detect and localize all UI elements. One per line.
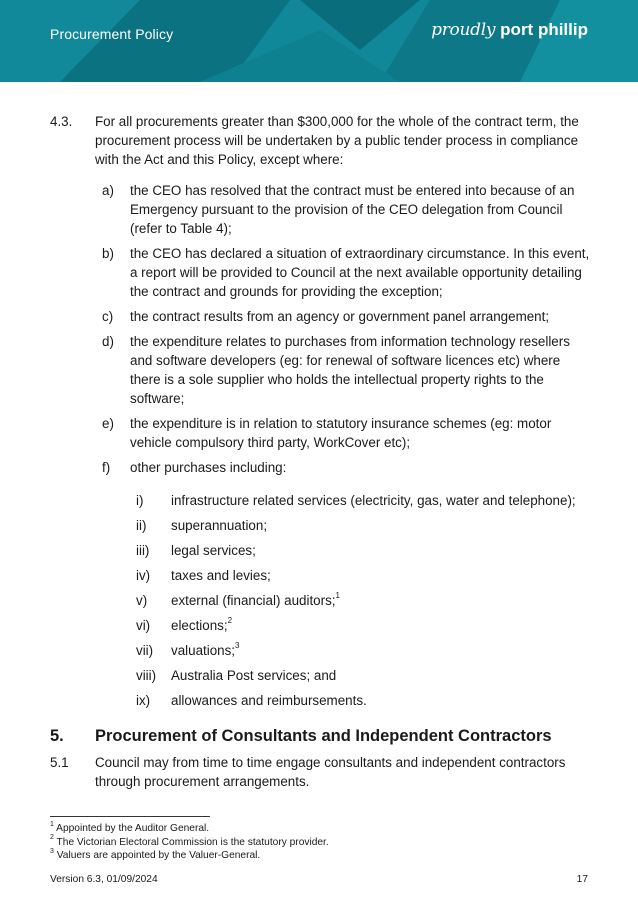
sub-list-item-text: external (financial) auditors; — [171, 593, 336, 608]
list-item — [0, 181, 638, 238]
sub-list-item — [0, 566, 638, 591]
page-footer — [50, 874, 588, 885]
sub-list-item-text: superannuation; — [171, 518, 268, 533]
sub-list-item-text: legal services; — [171, 543, 256, 558]
footnote-text: The Victorian Electoral Commission is the statutory provider. — [53, 836, 329, 848]
page-number: 17 — [576, 874, 588, 885]
sub-list-item — [0, 491, 638, 516]
clause-text: Council may from time to time engage consultants and independent contractors through procurement arrangements. — [95, 755, 566, 789]
footnote — [50, 836, 329, 850]
clause-number: 4.3. — [50, 114, 73, 129]
list-item-marker: c) — [102, 309, 114, 324]
footnote — [50, 822, 329, 836]
version-label: Version 6.3, 01/09/2024 — [50, 874, 158, 885]
sub-list-item-marker: vi) — [136, 618, 151, 633]
exception-list — [0, 181, 638, 477]
sub-list-item-marker: viii) — [136, 668, 157, 683]
footnotes — [50, 822, 329, 863]
sub-list-item — [0, 666, 638, 691]
sub-list-item-marker: ix) — [136, 693, 151, 708]
footnote-reference: 3 — [235, 640, 240, 650]
sub-list-item — [0, 516, 638, 541]
sub-list-item-marker: vii) — [136, 643, 154, 658]
list-item — [0, 414, 638, 452]
other-purchases-list — [0, 491, 638, 716]
sub-list-item — [0, 641, 638, 666]
footnote-text: Appointed by the Auditor General. — [53, 823, 210, 834]
sub-list-item-marker: i) — [136, 493, 144, 508]
footnote-divider — [50, 816, 210, 817]
list-item — [0, 458, 638, 477]
sub-list-item — [0, 541, 638, 566]
header-banner — [0, 0, 638, 82]
sub-list-item-text: taxes and levies; — [171, 568, 271, 583]
clause-number: 5.1 — [50, 755, 69, 770]
footnote — [50, 849, 329, 863]
page-content — [0, 112, 638, 791]
sub-list-item-text: elections; — [171, 618, 228, 633]
document-title: Procurement Policy — [50, 26, 174, 42]
list-item-marker: b) — [102, 246, 114, 261]
sub-list-item-marker: iv) — [136, 568, 151, 583]
section-title: Procurement of Consultants and Independent Contractors — [95, 727, 552, 745]
sub-list-item-text: infrastructure related services (electricity, gas, water and telephone); — [171, 493, 576, 508]
list-item-text: the CEO has declared a situation of extraordinary circumstance. In this event, a report will be provided to Council at the next available opportunity detailing the contract and grounds for providing the exception; — [130, 246, 590, 299]
footnote-reference: 1 — [335, 590, 340, 600]
footnote-mark: 2 — [50, 834, 54, 842]
list-item — [0, 244, 638, 301]
brand-logo-bold: port phillip — [500, 20, 588, 39]
footnote-text: Valuers are appointed by the Valuer-General. — [53, 850, 261, 861]
list-item-text: the CEO has resolved that the contract must be entered into because of an Emergency pursuant to the provision of the CEO delegation from Council (refer to Table 4); — [130, 183, 575, 236]
section-5-heading — [0, 722, 638, 750]
list-item-text: other purchases including: — [130, 460, 287, 475]
list-item — [0, 332, 638, 408]
list-item-text: the contract results from an agency or government panel arrangement; — [130, 309, 550, 324]
sub-list-item — [0, 616, 638, 641]
sub-list-item — [0, 691, 638, 716]
footnote-mark: 1 — [50, 820, 54, 828]
clause-text: For all procurements greater than $300,000 for the whole of the contract term, the procurement process will be undertaken by a public tender process in compliance with the Act and this Policy, except where: — [95, 114, 579, 167]
list-item-text: the expenditure relates to purchases from information technology resellers and software developers (eg: for renewal of software licences etc) where there is a sole supplier who holds the intellectual property rights to the software; — [130, 334, 570, 406]
clause-4-3 — [0, 112, 638, 169]
list-item-marker: f) — [102, 460, 111, 475]
footnote-reference: 2 — [227, 615, 233, 625]
list-item-marker: a) — [102, 183, 114, 198]
sub-list-item-text: valuations; — [171, 643, 236, 658]
clause-5-1 — [0, 753, 638, 791]
sub-list-item-text: allowances and reimbursements. — [171, 693, 367, 708]
sub-list-item-marker: ii) — [136, 518, 147, 533]
list-item-marker: d) — [102, 334, 114, 349]
list-item-text: the expenditure is in relation to statutory insurance schemes (eg: motor vehicle compulsory third party, WorkCover etc); — [130, 416, 552, 450]
sub-list-item-marker: v) — [136, 593, 148, 608]
sub-list-item-text: Australia Post services; and — [171, 668, 337, 683]
list-item — [0, 307, 638, 326]
section-number: 5. — [50, 727, 64, 745]
sub-list-item — [0, 591, 638, 616]
footnote-mark: 3 — [50, 847, 54, 855]
sub-list-item-marker: iii) — [136, 543, 150, 558]
list-item-marker: e) — [102, 416, 114, 431]
brand-logo — [431, 20, 588, 40]
brand-logo-script: proudly — [431, 20, 496, 40]
